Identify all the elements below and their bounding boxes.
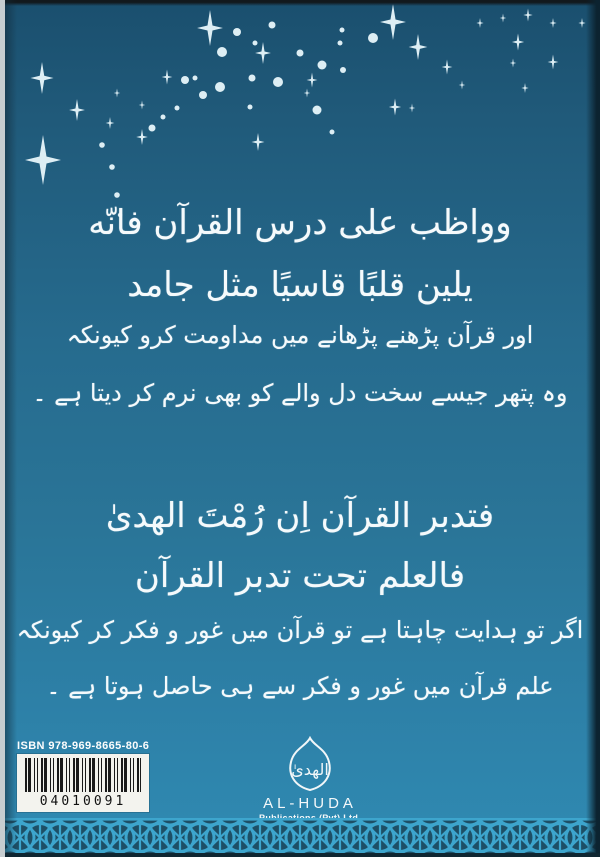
urdu-translation-2-line-2: علم قرآن میں غور و فکر سے ہی حاصل ہوتا ہے ۔ <box>46 672 554 700</box>
arabic-quote-1 <box>0 192 600 316</box>
arabic-quote-1-line-2: يلين قلبًا قاسيًا مثل جامد <box>127 265 473 305</box>
urdu-translation-2-line-1: اگر تو ہدایت چاہتا ہے تو قرآن میں غور و فکر کر کیونکہ <box>16 616 584 644</box>
arabic-quote-2 <box>0 486 600 606</box>
publisher-name: AL-HUDA <box>263 795 357 812</box>
arabic-quote-2-line-2: فالعلم تحت تدبر القرآن <box>134 556 466 596</box>
arabic-quote-1-line-1: وواظب على درس القرآن فانّه <box>88 203 512 243</box>
geometric-border-pattern <box>0 818 600 857</box>
scan-edge-bottom <box>0 853 600 857</box>
arabic-quote-2-line-1: فتدبر القرآن اِن رُمْتَ الهدىٰ <box>105 496 495 536</box>
urdu-translation-1 <box>0 306 600 422</box>
publisher-logo <box>10 736 600 828</box>
isbn-label: ISBN 978-969-8665-80-6 <box>17 740 150 752</box>
scan-edge-right <box>586 0 600 857</box>
urdu-translation-2 <box>0 602 600 714</box>
barcode-number: 04010091 <box>39 794 127 809</box>
scan-edge-top <box>0 0 600 6</box>
publisher-emblem-icon <box>274 736 346 794</box>
urdu-translation-1-line-1: اور قرآن پڑھنے پڑھانے میں مداومت کرو کیونکہ <box>66 321 534 349</box>
urdu-translation-1-line-2: وہ پتھر جیسے سخت دل والے کو بھی نرم کر دیتا ہے ۔ <box>32 379 568 407</box>
publisher-emblem-calligraphy: الهدىٰ <box>291 760 329 779</box>
spine-shadow <box>5 0 17 857</box>
